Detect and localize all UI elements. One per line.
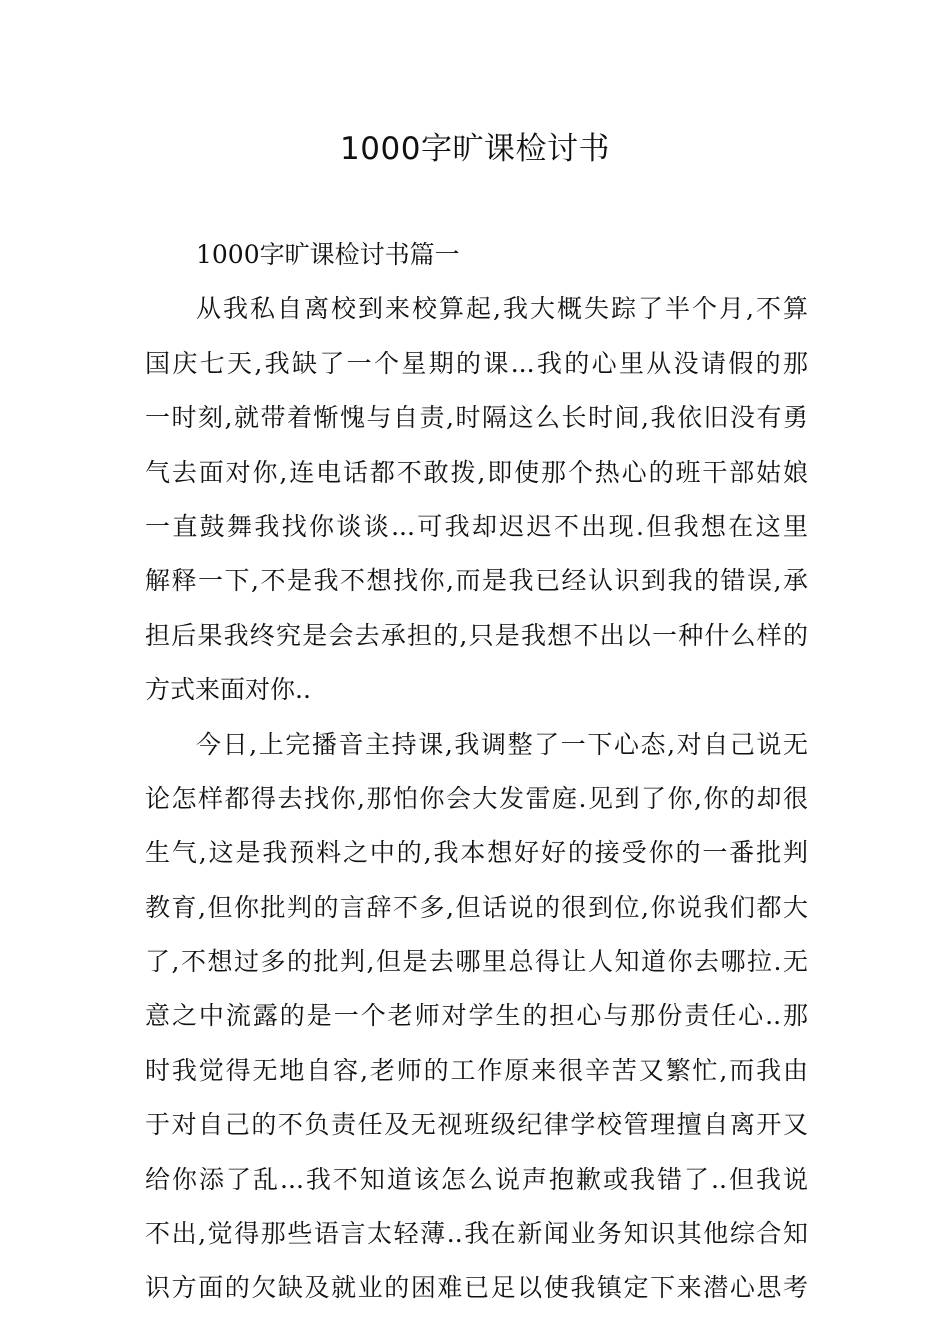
paragraph-line: 时我觉得无地自容,老师的工作原来很辛苦又繁忙,而我由 <box>145 1055 808 1085</box>
paragraph-line: 教育,但你批判的言辞不多,但话说的很到位,你说我们都大 <box>145 892 808 922</box>
paragraph-line: 给你添了乱...我不知道该怎么说声抱歉或我错了..但我说 <box>145 1164 808 1194</box>
paragraph-line: 气去面对你,连电话都不敢拨,即使那个热心的班干部姑娘 <box>145 457 808 487</box>
document-body <box>145 228 808 1316</box>
paragraph-line: 从我私自离校到来校算起,我大概失踪了半个月,不算 <box>196 294 808 324</box>
paragraph-line: 解释一下,不是我不想找你,而是我已经认识到我的错误,承 <box>145 566 808 596</box>
paragraph-line: 一时刻,就带着惭愧与自责,时隔这么长时间,我依旧没有勇 <box>145 403 808 433</box>
paragraph-line: 生气,这是我预料之中的,我本想好好的接受你的一番批判 <box>145 838 808 868</box>
paragraph-line: 今日,上完播音主持课,我调整了一下心态,对自己说无 <box>196 729 808 759</box>
paragraph-line: 了,不想过多的批判,但是去哪里总得让人知道你去哪拉.无 <box>145 947 808 977</box>
paragraph-line: 担后果我终究是会去承担的,只是我想不出以一种什么样的 <box>145 620 808 650</box>
paragraph-line: 方式来面对你.. <box>145 675 311 705</box>
paragraph-line: 一直鼓舞我找你谈谈...可我却迟迟不出现.但我想在这里 <box>145 511 808 541</box>
paragraph-line: 国庆七天,我缺了一个星期的课...我的心里从没请假的那 <box>145 348 808 378</box>
paragraph-line: 意之中流露的是一个老师对学生的担心与那份责任心..那 <box>145 1001 808 1031</box>
document-title: 1000字旷课检讨书 <box>340 131 610 167</box>
paragraph-line: 论怎样都得去找你,那怕你会大发雷庭.见到了你,你的却很 <box>145 783 808 813</box>
paragraph-line: 于对自己的不负责任及无视班级纪律学校管理擅自离开又 <box>145 1110 808 1140</box>
paragraph-line: 识方面的欠缺及就业的困难已足以使我镇定下来潜心思考 <box>145 1273 808 1303</box>
section-heading: 1000字旷课检讨书篇一 <box>196 240 460 269</box>
paragraph-line: 不出,觉得那些语言太轻薄..我在新闻业务知识其他综合知 <box>145 1219 808 1249</box>
